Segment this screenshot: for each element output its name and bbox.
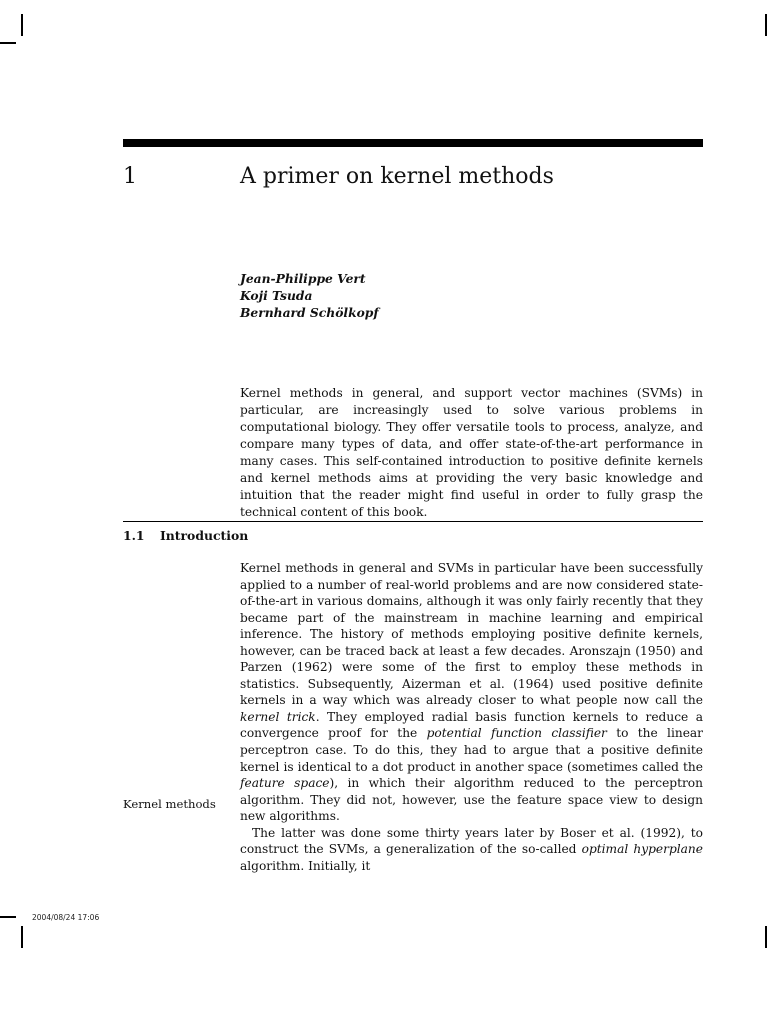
chapter-number: 1 xyxy=(123,164,137,189)
text-run: to the linear perceptron case. To do this, they had to argue that a positive definite kernel is identical to a dot product in another space (sometimes called the xyxy=(240,726,704,774)
author-name: Bernhard Schölkopf xyxy=(240,305,379,320)
paragraph xyxy=(240,825,703,875)
margin-note: Kernel methods xyxy=(123,797,216,811)
text-run: Kernel methods in general and SVMs in particular have been successfully applied to a number of real-world problems and are now considered state-of-the-art in various domains, although it was only fairly recently that they became part of the mainstream in machine learning and empirical inference. The history of methods employing positive definite kernels, however, can be traced back at least a few decades. Aronszajn (1950) and Parzen (1962) were some of the first to employ these methods in statistics. Subsequently, Aizerman et al. (1964) used positive definite kernels in a way which was already closer to what people now call the xyxy=(240,561,703,708)
crop-mark-top-left xyxy=(21,14,23,36)
text-run: ), in which their algorithm reduced to the perceptron algorithm. They did not, however, use the feature space view to design new algorithms. xyxy=(240,776,703,824)
emphasis-term: kernel trick xyxy=(240,709,316,724)
section-rule xyxy=(123,521,703,522)
chapter-title: A primer on kernel methods xyxy=(240,164,554,189)
crop-mark-bottom-left-horizontal xyxy=(0,916,16,918)
text-run: algorithm. Initially, it xyxy=(240,858,371,873)
author-name: Jean-Philippe Vert xyxy=(240,271,366,286)
text-run: The latter was done some thirty years later by Boser et al. (1992), to construct the SVMs, a generalization of the so-called xyxy=(240,825,703,857)
crop-mark-top-right xyxy=(765,14,767,36)
section-title: Introduction xyxy=(160,528,249,543)
emphasis-term: potential function classifier xyxy=(426,726,607,741)
print-timestamp: 2004/08/24 17:06 xyxy=(32,913,100,922)
crop-mark-top-left-horizontal xyxy=(0,42,16,44)
emphasis-term: optimal hyperplane xyxy=(581,842,703,857)
body-text xyxy=(240,560,703,874)
crop-mark-bottom-left xyxy=(21,926,23,948)
paragraph xyxy=(240,560,703,825)
text-run: . They employed radial basis function kernels to reduce a convergence proof for the xyxy=(240,709,703,741)
chapter-top-rule xyxy=(123,139,703,147)
abstract: Kernel methods in general, and support vector machines (SVMs) in particular, are increasingly used to solve various problems in computational biology. They offer versatile tools to process, analyze, and compare many types of data, and offer state-of-the-art performance in many cases. This self-contained introduction to positive definite kernels and kernel methods aims at providing the very basic knowledge and intuition that the reader might find useful in order to fully grasp the technical content of this book. xyxy=(240,386,703,519)
author-name: Koji Tsuda xyxy=(240,288,313,303)
author-list xyxy=(240,270,379,321)
crop-mark-bottom-right xyxy=(765,926,767,948)
emphasis-term: feature space xyxy=(240,776,330,791)
section-number: 1.1 xyxy=(123,528,145,543)
